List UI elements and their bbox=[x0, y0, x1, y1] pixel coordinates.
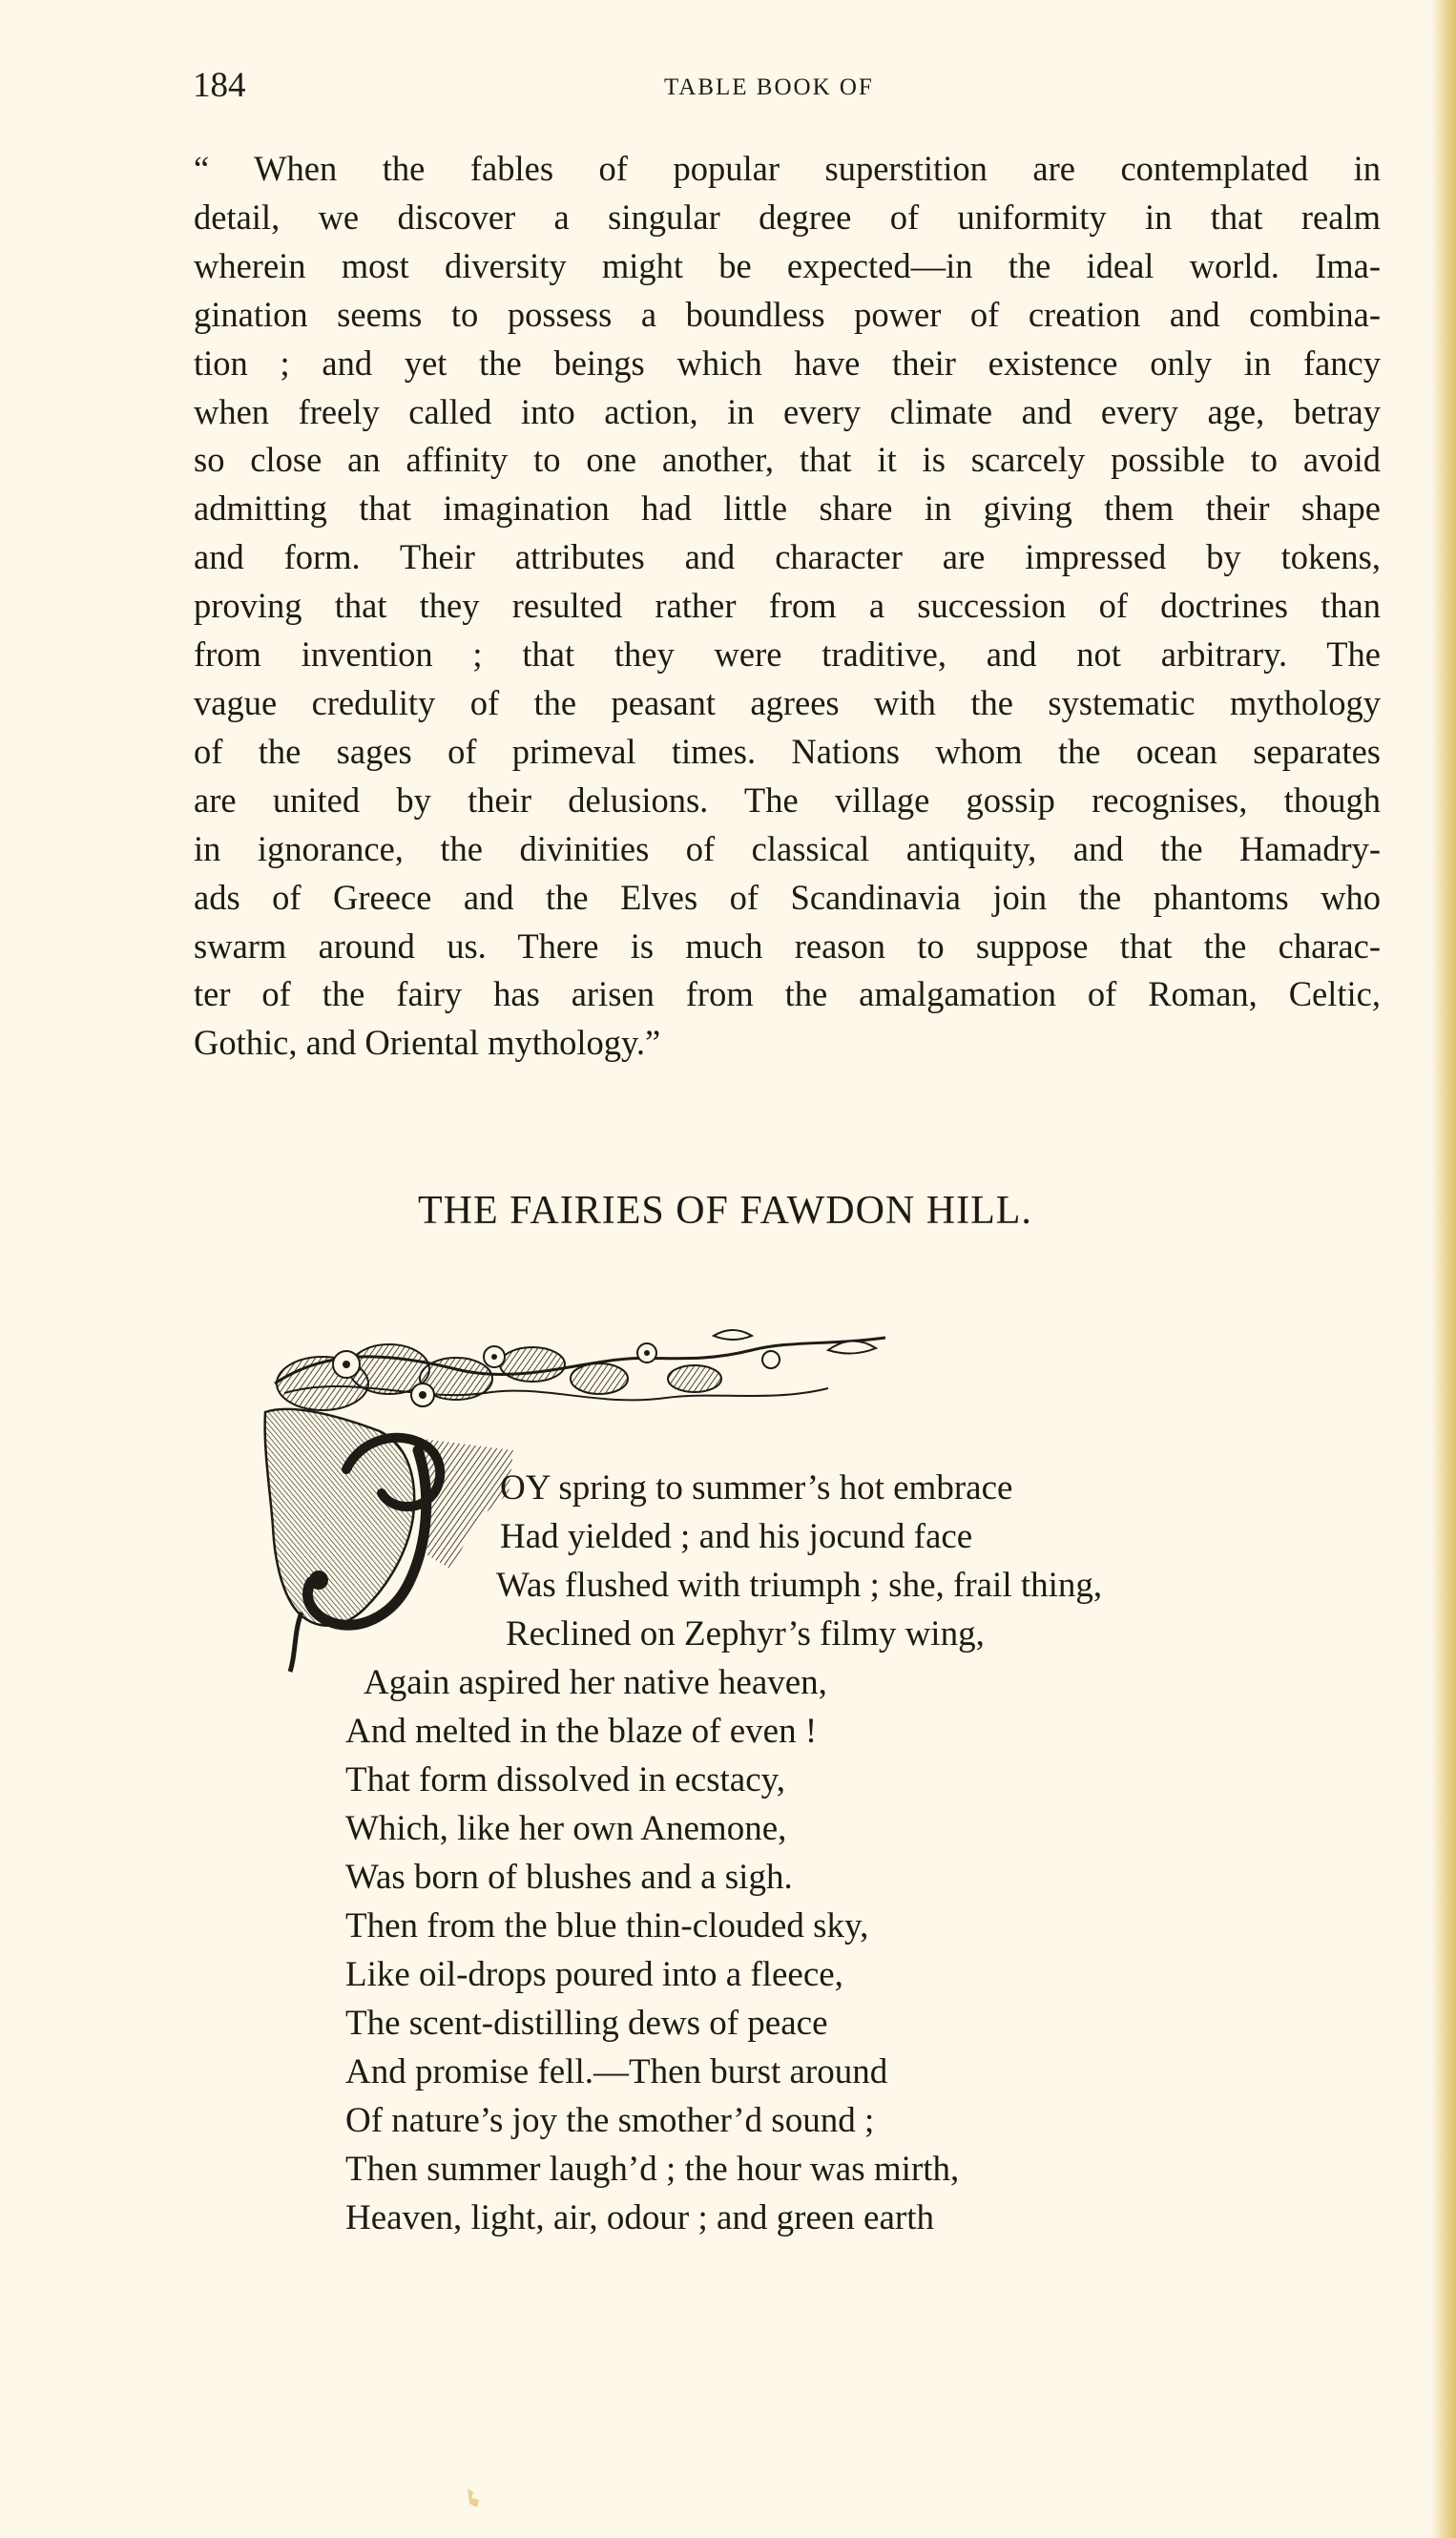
poem-line: That form dissolved in ecstacy, bbox=[345, 1760, 786, 1799]
poem-line: Reclined on Zephyr’s filmy wing, bbox=[506, 1614, 985, 1654]
quote-line: and form. Their attributes and character are impressed by tokens, bbox=[194, 537, 1381, 577]
paper-speck bbox=[464, 2486, 485, 2509]
poem-line: Was flushed with triumph ; she, frail thing, bbox=[496, 1566, 1103, 1605]
quote-line: are united by their delusions. The village gossip recognises, though bbox=[194, 780, 1381, 820]
quote-line: gination seems to possess a boundless power of creation and combina- bbox=[194, 294, 1381, 334]
quote-line: “ When the fables of popular superstition are contemplated in bbox=[194, 149, 1381, 188]
quote-line: swarm around us. There is much reason to suppose that the charac- bbox=[194, 926, 1381, 966]
page-number: 184 bbox=[193, 66, 246, 105]
quote-line: from invention ; that they were traditive, and not arbitrary. The bbox=[194, 634, 1381, 675]
quote-line: of the sages of primeval times. Nations whom the ocean separates bbox=[194, 731, 1381, 771]
poem-line: Again aspired her native heaven, bbox=[364, 1663, 827, 1702]
poem-line: Had yielded ; and his jocund face bbox=[500, 1517, 973, 1556]
poem-line: Which, like her own Anemone, bbox=[345, 1809, 787, 1848]
page-edge-shadow bbox=[1431, 0, 1456, 2538]
running-title: TABLE BOOK OF bbox=[664, 74, 874, 100]
quote-line: ter of the fairy has arisen from the amalgamation of Roman, Celtic, bbox=[194, 974, 1381, 1014]
quote-line: wherein most diversity might be expected—in the ideal world. Ima- bbox=[194, 245, 1381, 285]
poem-line: Heaven, light, air, odour ; and green earth bbox=[345, 2198, 935, 2237]
quote-line: detail, we discover a singular degree of uniformity in that realm bbox=[194, 197, 1381, 237]
quote-line: admitting that imagination had little share in giving them their shape bbox=[194, 489, 1381, 529]
poem-line: OY spring to summer’s hot embrace bbox=[500, 1468, 1013, 1508]
poem-line: Then from the blue thin-clouded sky, bbox=[345, 1906, 869, 1945]
poem-line: And melted in the blaze of even ! bbox=[345, 1712, 818, 1751]
poem-line: And promise fell.—Then burst around bbox=[345, 2052, 888, 2091]
quote-line: proving that they resulted rather from a succession of doctrines than bbox=[194, 586, 1381, 626]
quote-paragraph bbox=[194, 145, 1381, 1068]
running-header bbox=[0, 65, 1456, 113]
poem-line: Was born of blushes and a sigh. bbox=[345, 1858, 793, 1897]
poem-line: Like oil-drops poured into a fleece, bbox=[345, 1955, 843, 1994]
quote-line: vague credulity of the peasant agrees with the systematic mythology bbox=[194, 682, 1381, 722]
quote-line: in ignorance, the divinities of classical antiquity, and the Hamadry- bbox=[194, 828, 1381, 868]
quote-line: Gothic, and Oriental mythology.” bbox=[194, 1023, 661, 1063]
poem-title: THE FAIRIES OF FAWDON HILL. bbox=[418, 1189, 1032, 1233]
quote-line: tion ; and yet the beings which have their existence only in fancy bbox=[194, 343, 1381, 383]
quote-line: so close an affinity to one another, that it is scarcely possible to avoid bbox=[194, 440, 1381, 480]
quote-line: when freely called into action, in every climate and every age, betray bbox=[194, 391, 1381, 431]
quote-line: ads of Greece and the Elves of Scandinavia join the phantoms who bbox=[194, 877, 1381, 917]
poem-line: Then summer laugh’d ; the hour was mirth, bbox=[345, 2150, 960, 2189]
poem-line: Of nature’s joy the smother’d sound ; bbox=[345, 2101, 875, 2140]
poem-line: The scent-distilling dews of peace bbox=[345, 2004, 828, 2043]
